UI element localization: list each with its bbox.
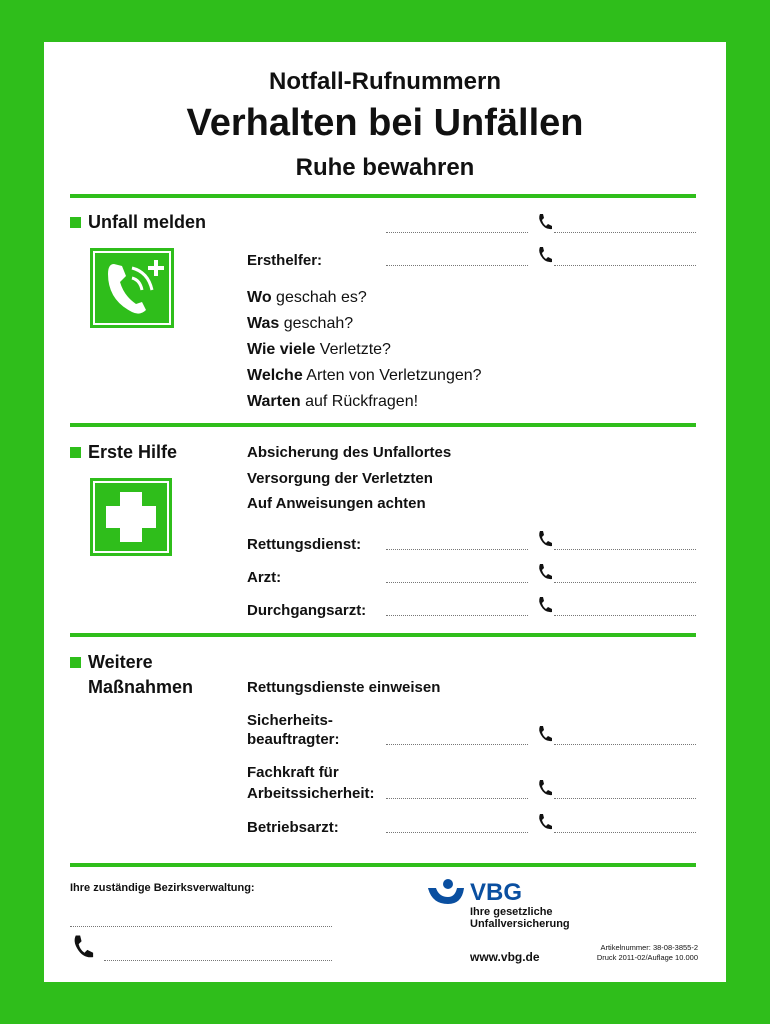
website-link[interactable]: www.vbg.de bbox=[470, 950, 540, 964]
section-heading-unfall: Unfall melden bbox=[88, 212, 207, 232]
betriebsarzt-label: Betriebsarzt: bbox=[247, 819, 339, 836]
address-line[interactable] bbox=[70, 926, 332, 927]
page-title: Verhalten bei Unfällen bbox=[186, 102, 584, 144]
bezirk-label: Ihre zuständige Bezirksverwaltung: bbox=[70, 882, 255, 894]
phone-icon bbox=[536, 529, 554, 549]
divider bbox=[70, 633, 696, 637]
phone-line[interactable] bbox=[554, 582, 696, 583]
question-wait: Warten auf Rückfragen! bbox=[247, 393, 419, 410]
bullet-square bbox=[70, 217, 81, 228]
phone-line[interactable] bbox=[554, 832, 696, 833]
phone-line[interactable] bbox=[554, 232, 696, 233]
sicherheit-label-1: Sicherheits- bbox=[247, 712, 333, 729]
section-heading-massnahmen: Maßnahmen bbox=[88, 677, 194, 697]
bullet-square bbox=[70, 447, 81, 458]
phone-line[interactable] bbox=[386, 232, 528, 233]
phone-line[interactable] bbox=[386, 582, 528, 583]
question-where: Wo geschah es? bbox=[247, 289, 367, 306]
fachkraft-label-1: Fachkraft für bbox=[247, 764, 339, 781]
phone-line[interactable] bbox=[554, 549, 696, 550]
question-which-injuries: Welche Arten von Verletzungen? bbox=[247, 367, 482, 384]
section-heading-erste-hilfe: Erste Hilfe bbox=[88, 442, 178, 462]
divider bbox=[70, 423, 696, 427]
phone-line[interactable] bbox=[104, 960, 332, 961]
phone-line[interactable] bbox=[386, 549, 528, 550]
rettungsdienst-label: Rettungsdienst: bbox=[247, 536, 362, 553]
divider bbox=[70, 863, 696, 867]
emergency-call-sign-icon bbox=[90, 248, 174, 328]
article-number: Artikelnummer: 38-08-3855-2 bbox=[600, 943, 698, 952]
vbg-brand: VBG bbox=[470, 879, 523, 906]
phone-line[interactable] bbox=[386, 832, 528, 833]
vbg-tagline-2: Unfallversicherung bbox=[470, 918, 570, 930]
step-guide-rescue: Rettungsdienste einweisen bbox=[247, 679, 441, 696]
phone-line[interactable] bbox=[554, 744, 696, 745]
step-follow: Auf Anweisungen achten bbox=[247, 495, 426, 512]
phone-line[interactable] bbox=[386, 265, 528, 266]
question-what: Was geschah? bbox=[247, 315, 354, 332]
sicherheit-label-2: beauftragter: bbox=[247, 731, 340, 748]
phone-icon bbox=[536, 724, 554, 744]
phone-icon bbox=[536, 212, 554, 232]
fachkraft-label-2: Arbeitssicherheit: bbox=[247, 785, 375, 802]
phone-icon bbox=[536, 245, 554, 265]
phone-line[interactable] bbox=[554, 615, 696, 616]
ersthelfer-label: Ersthelfer: bbox=[247, 252, 323, 269]
page-kicker: Notfall-Rufnummern bbox=[269, 68, 501, 95]
section-heading-weitere: Weitere bbox=[88, 652, 153, 672]
durchgangsarzt-label: Durchgangsarzt: bbox=[247, 602, 367, 619]
print-info: Druck 2011-02/Auflage 10.000 bbox=[596, 953, 698, 962]
phone-line[interactable] bbox=[554, 798, 696, 799]
step-secure: Absicherung des Unfallortes bbox=[247, 444, 452, 461]
phone-line[interactable] bbox=[386, 615, 528, 616]
question-how-many: Wie viele Verletzte? bbox=[247, 341, 391, 358]
phone-icon bbox=[536, 595, 554, 615]
phone-line[interactable] bbox=[554, 265, 696, 266]
phone-line[interactable] bbox=[386, 798, 528, 799]
divider bbox=[70, 194, 696, 198]
phone-icon bbox=[536, 778, 554, 798]
phone-icon bbox=[70, 932, 96, 962]
phone-icon bbox=[536, 812, 554, 832]
phone-line[interactable] bbox=[386, 744, 528, 745]
step-care: Versorgung der Verletzten bbox=[247, 470, 433, 487]
arzt-label: Arzt: bbox=[247, 569, 282, 586]
page-subtitle: Ruhe bewahren bbox=[295, 154, 475, 181]
bullet-square bbox=[70, 657, 81, 668]
notice-sheet bbox=[44, 42, 726, 982]
phone-icon bbox=[536, 562, 554, 582]
vbg-logo-icon bbox=[426, 878, 466, 908]
vbg-tagline-1: Ihre gesetzliche bbox=[470, 906, 553, 918]
first-aid-cross-icon bbox=[90, 478, 172, 556]
